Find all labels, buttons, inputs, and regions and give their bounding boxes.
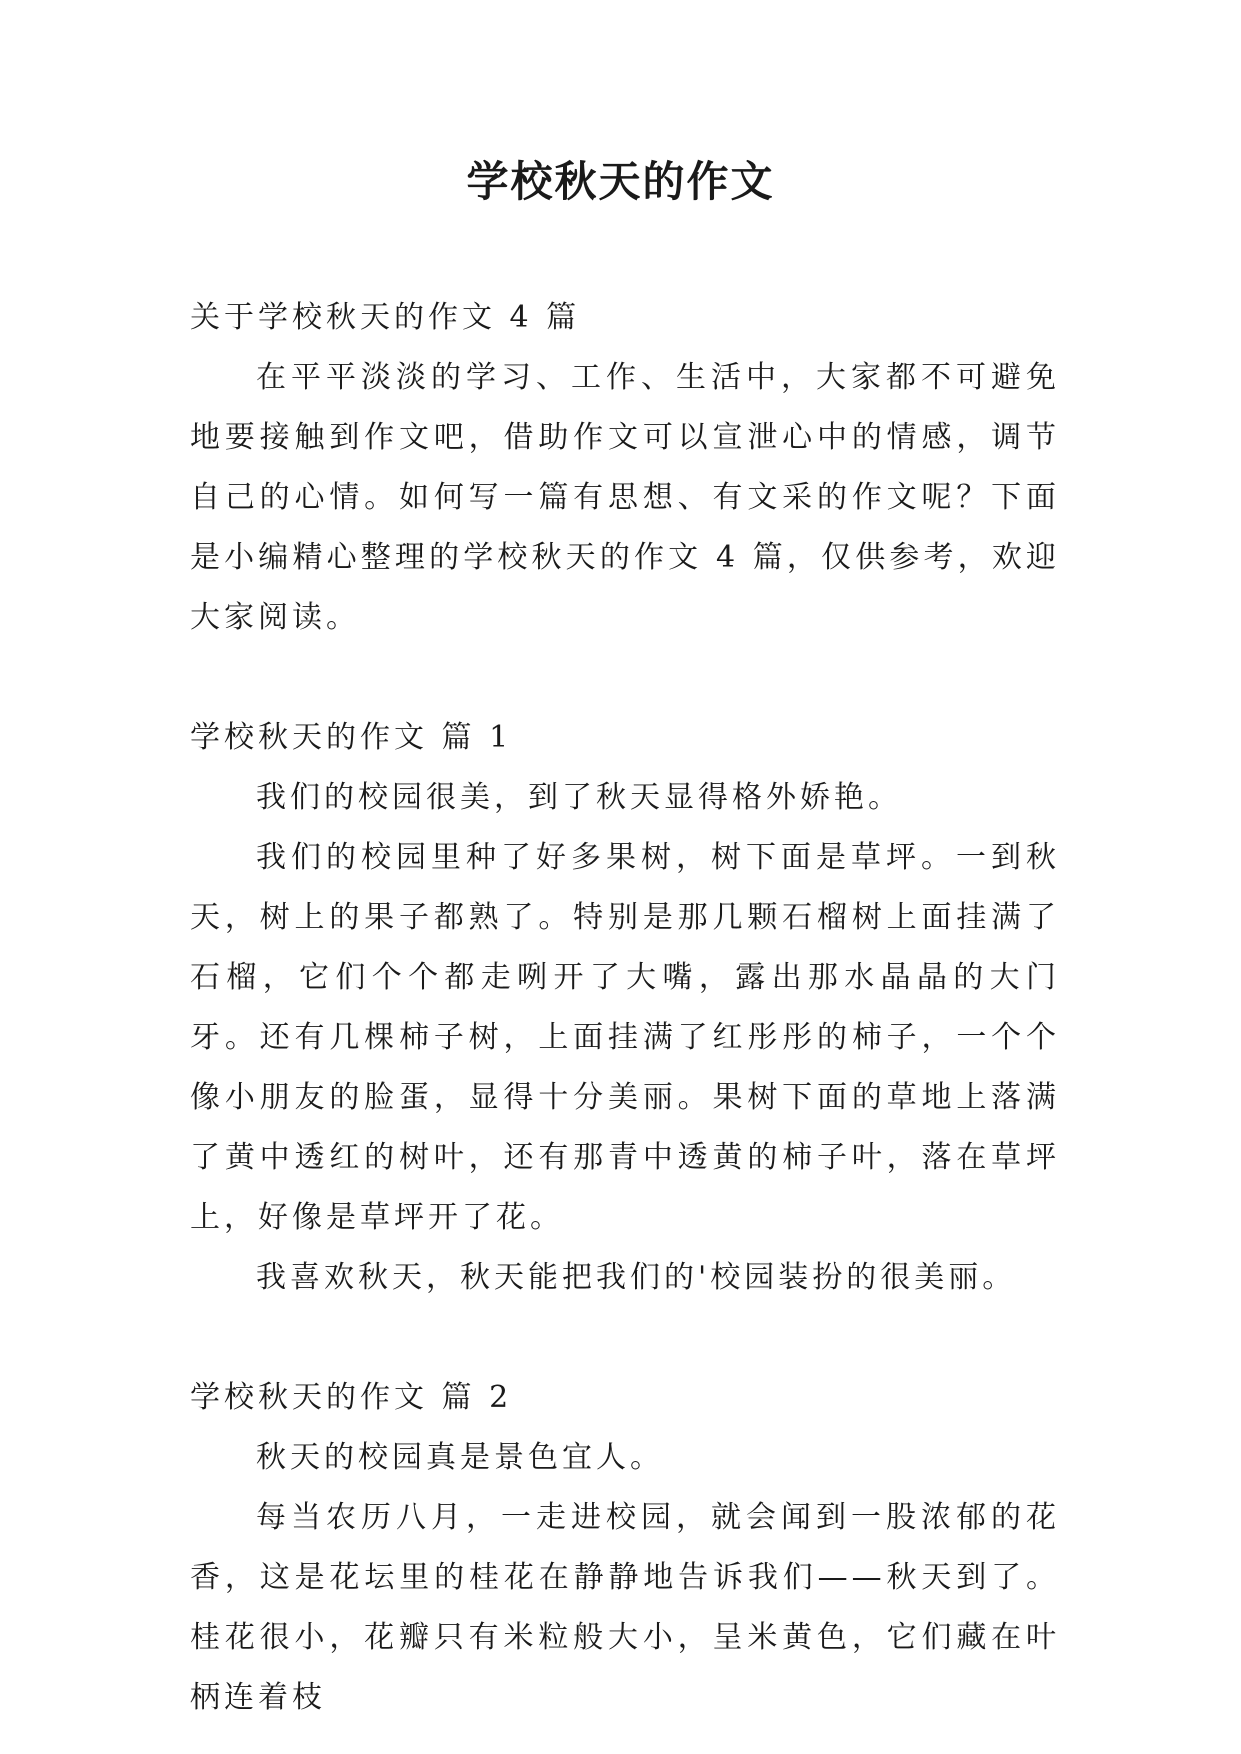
section-1-paragraph: 我们的校园很美，到了秋天显得格外娇艳。 [256, 780, 902, 815]
document-body [190, 288, 1060, 1728]
section-1-paragraph: 我们的校园里种了好多果树，树下面是草坪。一到秋天，树上的果子都熟了。特别是那几颗石榴树上面挂满了石榴，它们个个都走咧开了大嘴，露出那水晶晶的大门牙。还有几棵柿子树，上面挂满了红彤彤的柿子，一个个像小朋友的脸蛋，显得十分美丽。果树下面的草地上落满了黄中透红的树叶，还有那青中透黄的柿子叶，落在草坪上，好像是草坪开了花。 [190, 840, 1060, 1235]
section-2-paragraph: 秋天的校园真是景色宜人。 [256, 1440, 664, 1475]
section-2-heading: 学校秋天的作文 篇 2 [190, 1380, 513, 1415]
section-1-heading: 学校秋天的作文 篇 1 [190, 720, 513, 755]
section-2-paragraph: 每当农历八月，一走进校园，就会闻到一股浓郁的花香，这是花坛里的桂花在静静地告诉我们——秋天到了。桂花很小，花瓣只有米粒般大小，呈米黄色，它们藏在叶柄连着枝 [190, 1500, 1060, 1715]
intro-paragraph: 在平平淡淡的学习、工作、生活中，大家都不可避免地要接触到作文吧，借助作文可以宣泄心中的情感，调节自己的心情。如何写一篇有思想、有文采的作文呢？下面是小编精心整理的学校秋天的作文 4 篇，仅供参考，欢迎大家阅读。 [190, 360, 1060, 635]
section-1-paragraph: 我喜欢秋天，秋天能把我们的'校园装扮的很美丽。 [256, 1260, 1017, 1295]
intro-heading: 关于学校秋天的作文 4 篇 [190, 300, 581, 335]
document-title: 学校秋天的作文 [466, 157, 775, 206]
